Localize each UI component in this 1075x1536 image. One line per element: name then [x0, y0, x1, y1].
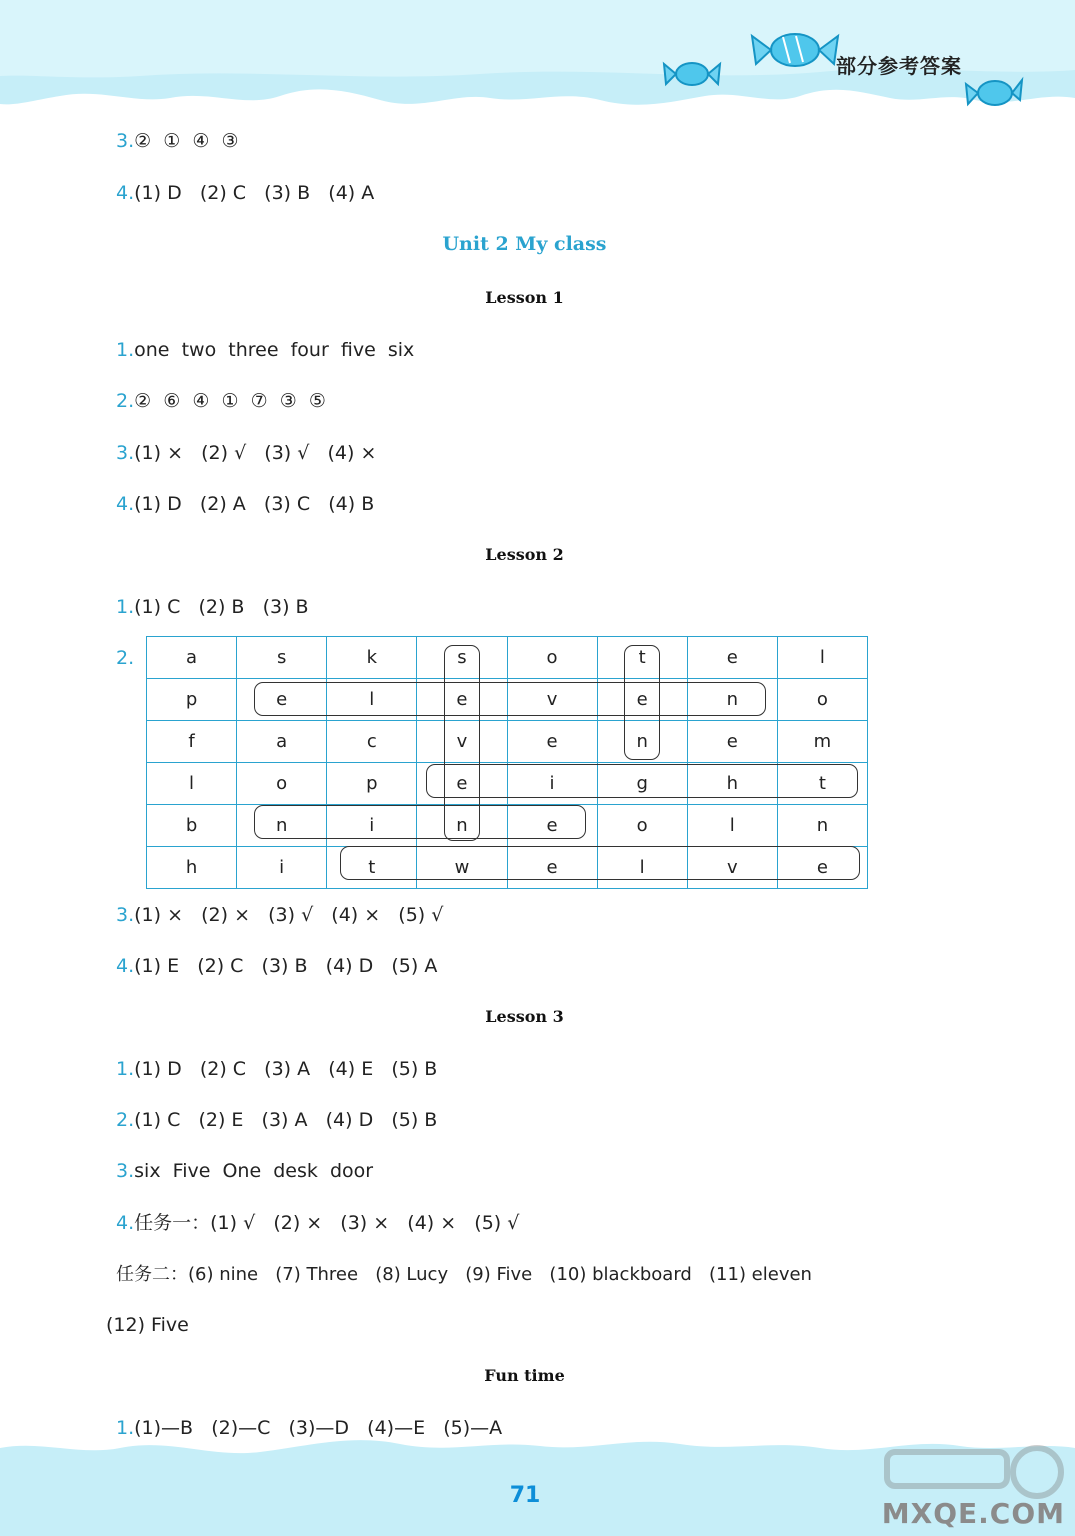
grid-row	[147, 637, 868, 679]
grid-cell: i	[507, 763, 597, 805]
grid-cell: v	[687, 847, 777, 889]
answer-text: (1) D (2) A (3) C (4) B	[134, 493, 375, 515]
word-highlight-eleven	[254, 682, 766, 716]
answer-line	[116, 645, 134, 671]
item-number: 4.	[116, 182, 135, 204]
grid-cell: l	[687, 805, 777, 847]
answer-text: (1) × (2) × (3) √ (4) × (5) √	[134, 904, 444, 926]
grid-cell: h	[147, 847, 237, 889]
grid-cell: l	[327, 679, 417, 721]
answer-text: (1)—B (2)—C (3)—D (4)—E (5)—A	[134, 1417, 503, 1439]
item-number: 2.	[116, 1109, 135, 1131]
grid-cell: s	[237, 637, 327, 679]
item-number: 3.	[116, 130, 135, 152]
answer-text: ② ① ④ ③	[134, 130, 239, 152]
grid-cell: h	[687, 763, 777, 805]
answer-text: one two three four five six	[134, 339, 415, 361]
answer-line	[116, 337, 414, 363]
grid-cell: m	[777, 721, 867, 763]
grid-cell: e	[507, 721, 597, 763]
lesson-title: Fun time	[484, 1366, 565, 1385]
answer-text: (1) × (2) √ (3) √ (4) ×	[134, 442, 377, 464]
grid-cell: o	[777, 679, 867, 721]
grid-cell: l	[597, 847, 687, 889]
grid-cell: e	[507, 847, 597, 889]
answer-line	[116, 180, 374, 206]
grid-cell: i	[327, 805, 417, 847]
grid-cell: e	[417, 679, 507, 721]
grid-cell: v	[507, 679, 597, 721]
grid-cell: n	[417, 805, 507, 847]
item-number: 4.	[116, 493, 135, 515]
item-number: 3.	[116, 442, 135, 464]
grid-cell: n	[687, 679, 777, 721]
answer-line	[116, 1158, 373, 1184]
watermark-text: MXQE.COM	[881, 1497, 1065, 1530]
grid-cell: e	[687, 721, 777, 763]
word-highlight-nine	[254, 805, 586, 839]
page-number: 71	[509, 1483, 541, 1508]
grid-cell: l	[147, 763, 237, 805]
item-number: 3.	[116, 904, 135, 926]
grid-cell: o	[237, 763, 327, 805]
grid-cell: e	[597, 679, 687, 721]
answer-line	[116, 1210, 519, 1236]
task2-continuation: (12) Five	[106, 1314, 189, 1336]
answer-line	[116, 440, 376, 466]
grid-cell: l	[777, 637, 867, 679]
grid-cell: t	[327, 847, 417, 889]
grid-cell: n	[597, 721, 687, 763]
grid-row	[147, 721, 868, 763]
lesson-title: Lesson 3	[485, 1007, 564, 1026]
answer-line	[116, 902, 443, 928]
grid-cell: s	[417, 637, 507, 679]
answer-text: 任务一：(1) √ (2) × (3) × (4) × (5) √	[134, 1212, 520, 1234]
answer-text: (1) D (2) C (3) A (4) E (5) B	[134, 1058, 438, 1080]
grid-cell: b	[147, 805, 237, 847]
item-number: 1.	[116, 1417, 135, 1439]
item-number: 1.	[116, 596, 135, 618]
grid-cell: o	[507, 637, 597, 679]
grid-cell: a	[147, 637, 237, 679]
grid-cell: p	[147, 679, 237, 721]
grid-cell: e	[507, 805, 597, 847]
item-number: 1.	[116, 1058, 135, 1080]
header-title: 部分参考答案	[836, 54, 962, 78]
answer-line	[116, 491, 374, 517]
grid-cell: t	[597, 637, 687, 679]
answer-line	[116, 953, 437, 979]
grid-cell: p	[327, 763, 417, 805]
answer-text: ② ⑥ ④ ① ⑦ ③ ⑤	[134, 390, 326, 412]
item-number: 3.	[116, 1160, 135, 1182]
task2-line: 任务二：(6) nine (7) Three (8) Lucy (9) Five (10) blackboard (11) eleven	[116, 1264, 812, 1285]
item-number: 2.	[116, 647, 135, 669]
grid-cell: i	[237, 847, 327, 889]
grid-cell: v	[417, 721, 507, 763]
answer-text: (1) D (2) C (3) B (4) A	[134, 182, 375, 204]
answer-line	[116, 1107, 437, 1133]
grid-cell: e	[417, 763, 507, 805]
grid-cell: t	[777, 763, 867, 805]
grid-cell: g	[597, 763, 687, 805]
grid-cell: e	[687, 637, 777, 679]
answer-line	[116, 388, 326, 414]
answer-text: (1) C (2) E (3) A (4) D (5) B	[134, 1109, 438, 1131]
item-number: 4.	[116, 1212, 135, 1234]
grid-cell: e	[237, 679, 327, 721]
word-highlight-eight	[426, 764, 858, 798]
grid-cell: w	[417, 847, 507, 889]
grid-cell: n	[777, 805, 867, 847]
answer-text: (1) C (2) B (3) B	[134, 596, 309, 618]
unit-title: Unit 2 My class	[442, 233, 607, 255]
answer-line	[116, 1056, 437, 1082]
lesson-title: Lesson 1	[485, 288, 564, 307]
grid-cell: o	[597, 805, 687, 847]
item-number: 4.	[116, 955, 135, 977]
item-number: 1.	[116, 339, 135, 361]
answer-line	[116, 594, 309, 620]
answer-text: six Five One desk door	[134, 1160, 374, 1182]
lesson-title: Lesson 2	[485, 545, 564, 564]
grid-cell: n	[237, 805, 327, 847]
word-highlight-twelve	[340, 846, 860, 880]
item-number: 2.	[116, 390, 135, 412]
grid-cell: f	[147, 721, 237, 763]
grid-cell: e	[777, 847, 867, 889]
word-search-grid	[146, 636, 868, 882]
grid-cell: k	[327, 637, 417, 679]
answer-line	[116, 128, 239, 154]
answer-text: (1) E (2) C (3) B (4) D (5) A	[134, 955, 438, 977]
grid-cell: a	[237, 721, 327, 763]
grid-cell: c	[327, 721, 417, 763]
